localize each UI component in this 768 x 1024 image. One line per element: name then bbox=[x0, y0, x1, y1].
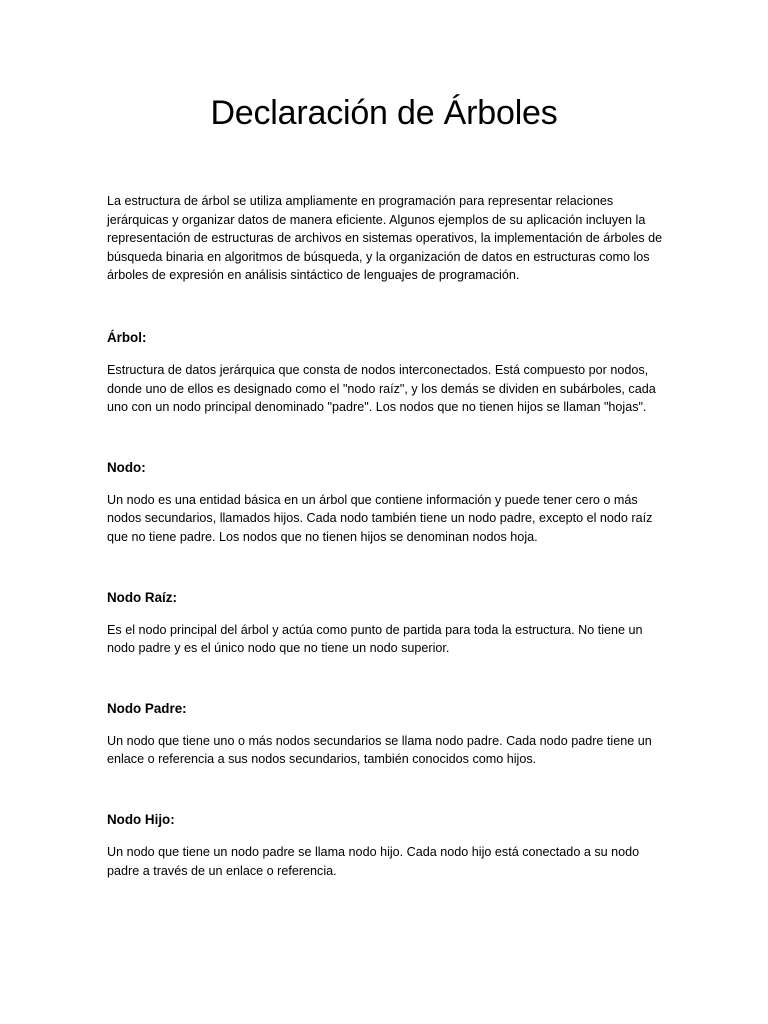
section-heading: Nodo Padre: bbox=[107, 700, 187, 716]
section-heading: Nodo: bbox=[107, 459, 146, 475]
section-body: Un nodo que tiene un nodo padre se llama nodo hijo. Cada nodo hijo está conectado a su nodo padre a través de un enlace o referencia. bbox=[107, 844, 640, 878]
section-body: Un nodo que tiene uno o más nodos secundarios se llama nodo padre. Cada nodo padre tiene un enlace o referencia a sus nodos secundarios, también conocidos como hijos. bbox=[107, 733, 652, 767]
section-heading: Árbol: bbox=[107, 329, 147, 345]
section-arbol bbox=[107, 329, 667, 417]
intro-paragraph: La estructura de árbol se utiliza ampliamente en programación para representar relaciones jerárquicas y organizar datos de manera eficiente. Algunos ejemplos de su aplicación incluyen la representación de estructuras de archivos en sistemas operativos, la implementación de árboles de búsqueda binaria en algoritmos de búsqueda, y la organización de datos en estructuras como los árboles de expresión en análisis sintáctico de lenguajes de programación. bbox=[107, 194, 663, 283]
section-nodo-hijo bbox=[107, 811, 667, 880]
section-body: Un nodo es una entidad básica en un árbol que contiene información y puede tener cero o más nodos secundarios, llamados hijos. Cada nodo también tiene un nodo padre, excepto el nodo raíz que no tiene padre. Los nodos que no tienen hijos se denominan nodos hoja. bbox=[107, 492, 653, 544]
section-nodo bbox=[107, 459, 667, 547]
section-nodo-raiz bbox=[107, 589, 667, 658]
document-body bbox=[107, 192, 667, 922]
section-heading: Nodo Hijo: bbox=[107, 811, 175, 827]
section-body: Es el nodo principal del árbol y actúa como punto de partida para toda la estructura. No tiene un nodo padre y es el único nodo que no tiene un nodo superior. bbox=[107, 622, 643, 656]
section-body: Estructura de datos jerárquica que consta de nodos interconectados. Está compuesto por nodos, donde uno de ellos es designado como el "nodo raíz", y los demás se dividen en subárboles, cada uno con un nodo principal denominado "padre". Los nodos que no tienen hijos se llaman "hojas". bbox=[107, 362, 656, 415]
page-title: Declaración de Árboles bbox=[210, 94, 558, 132]
section-heading: Nodo Raíz: bbox=[107, 589, 177, 605]
section-nodo-padre bbox=[107, 700, 667, 769]
